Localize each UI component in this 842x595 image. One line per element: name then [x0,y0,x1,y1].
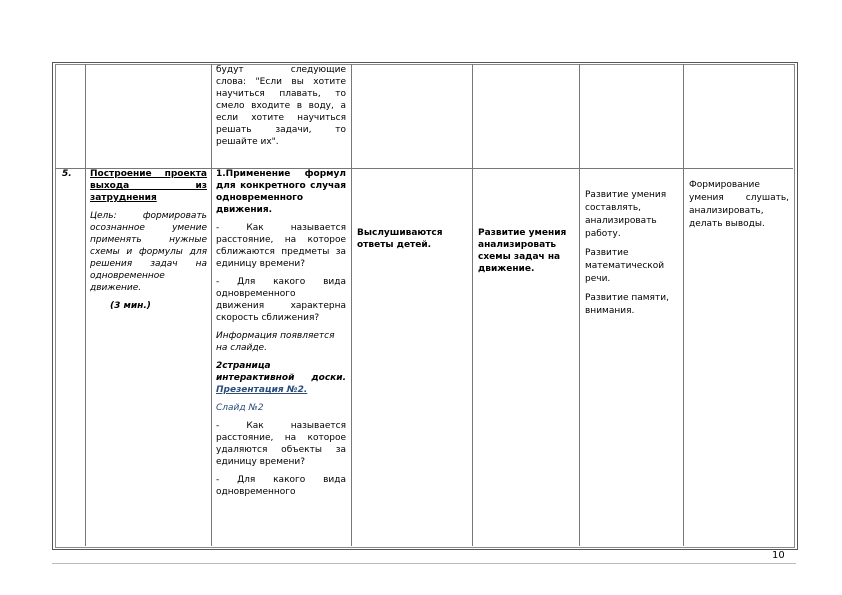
cell-cognitive [585,189,680,324]
row-number: 5. [62,169,72,179]
text-line: будут следующие [216,65,346,75]
cell-student-activity: Выслушиваются ответы детей. [357,228,443,250]
column-divider [683,64,684,546]
cognitive-item: Развитие памяти, внимания. [585,293,669,316]
text-line: слова: "Если вы хотите [216,77,346,87]
question-2: - Для какого вида одновременного движения характерна скорость сближения? [216,277,346,323]
column-divider [211,64,212,546]
stage-title: Построение проекта выхода из затруднения [90,169,207,203]
question-3: - Как называется расстояние, на которое удаляются объекты за единицу времени? [216,421,346,467]
board-note [216,360,346,396]
text-line: если хотите научиться [216,113,346,123]
cell-teacher-activity [216,168,346,504]
cell-top-teacher [216,64,346,148]
presentation-link[interactable]: Презентация №2. [216,385,308,395]
text-line: решать задачи, то [216,125,346,135]
info-note: Информация появляется на слайде. [216,331,335,353]
cell-skills: Развитие умения анализировать схемы задач на движение. [478,228,567,274]
column-divider [351,64,352,546]
cell-communicative: Формирование умения слушать, анализировать, делать выводы. [689,180,789,229]
cognitive-item: Развитие математической речи. [585,248,665,284]
stage-time: (3 мин.) [110,301,151,311]
page-number: 10 [772,550,785,561]
board-prefix: 2страница интерактивной доски. [216,361,346,383]
activity-heading: 1.Применение формул для конкретного случая одновременного движения. [216,169,346,215]
column-divider [472,64,473,546]
stage-goal: Цель: формировать осознанное умение применять нужные схемы и формулы для решения задач на одновременное движение. [90,211,207,293]
text-line: смело входите в воду, а [216,101,346,111]
column-divider [579,64,580,546]
column-divider [85,64,86,546]
text-line: решайте их". [216,137,279,147]
slide-label: Слайд №2 [216,403,264,413]
question-4: - Для какого вида одновременного [216,475,346,497]
cell-stage [90,168,207,318]
cognitive-item: Развитие умения составлять, анализировать работу. [585,190,667,239]
text-line: научиться плавать, то [216,89,346,99]
question-1: - Как называется расстояние, на которое сближаются предметы за единицу времени? [216,223,346,269]
footer-divider [52,563,796,564]
